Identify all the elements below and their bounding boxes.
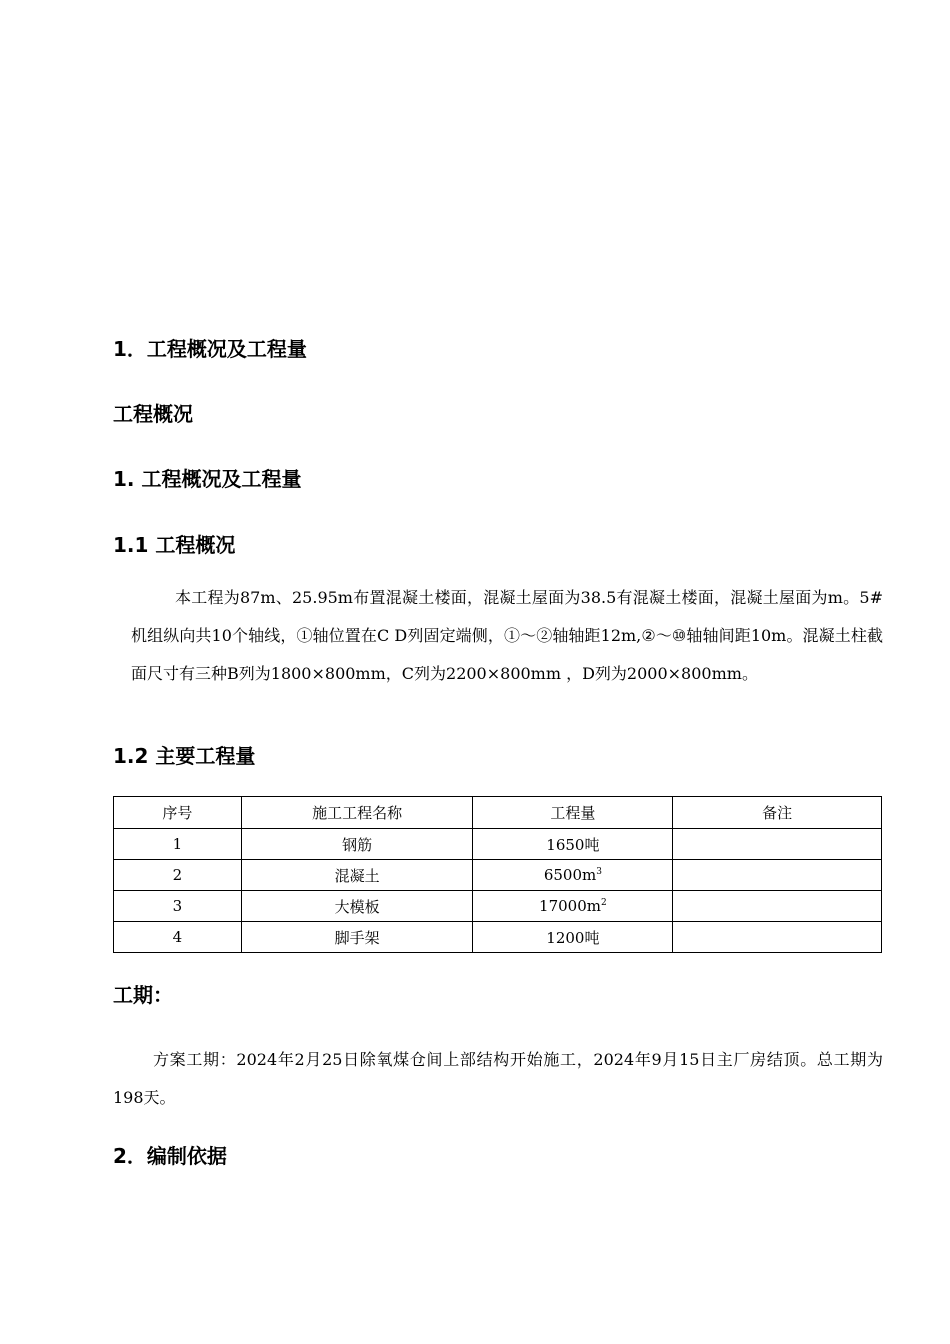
cell-name: 钢筋: [241, 829, 473, 860]
cell-no: 3: [114, 891, 242, 922]
section-heading-2: 2．编制依据: [113, 1144, 227, 1168]
cell-name: 脚手架: [241, 922, 473, 953]
table-row: [114, 829, 882, 860]
cell-no: 1: [114, 829, 242, 860]
header-cell-name: 施工工程名称: [241, 797, 473, 829]
table-row: [114, 891, 882, 922]
period-heading: 工期：: [113, 983, 173, 1007]
section-heading-1-repeat: 1. 工程概况及工程量: [113, 467, 302, 491]
subsection-heading-1-2: 1.2 主要工程量: [113, 744, 256, 768]
cell-qty: $17000m^2$: [473, 891, 673, 922]
header-cell-no: 序号: [114, 797, 242, 829]
cell-note: [673, 829, 882, 860]
cell-qty: 1200吨: [473, 922, 673, 953]
cell-qty: $6500m^3$: [473, 860, 673, 891]
section-heading-1: 1．工程概况及工程量: [113, 337, 307, 361]
cell-qty: 1650吨: [473, 829, 673, 860]
quantity-table: [113, 796, 882, 953]
cell-name: 混凝土: [241, 860, 473, 891]
overview-heading: 工程概况: [113, 402, 193, 426]
cell-note: [673, 922, 882, 953]
header-cell-note: 备注: [673, 797, 882, 829]
cell-name: 大模板: [241, 891, 473, 922]
table-row: [114, 860, 882, 891]
period-paragraph: 方案工期：2024年2月25日除氧煤仓间上部结构开始施工，2024年9月15日主厂房结顶。总工期为198天。: [113, 1050, 883, 1107]
header-cell-qty: 工程量: [473, 797, 673, 829]
cell-note: [673, 891, 882, 922]
overview-paragraph: 本工程为87m、25.95m布置混凝土楼面，混凝土屋面为38.5有混凝土楼面，混凝土屋面为m。5#机组纵向共10个轴线，①轴位置在C D列固定端侧，①～②轴轴距12m,②～⑩轴轴间距10m。混凝土柱截面尺寸有三种B列为1800×800mm，C列为2200×800mm ，D列为2000×800mm。: [131, 588, 883, 683]
cell-no: 2: [114, 860, 242, 891]
cell-note: [673, 860, 882, 891]
table-row: [114, 922, 882, 953]
cell-no: 4: [114, 922, 242, 953]
subsection-heading-1-1: 1.1 工程概况: [113, 533, 236, 557]
table-header-row: [114, 797, 882, 829]
